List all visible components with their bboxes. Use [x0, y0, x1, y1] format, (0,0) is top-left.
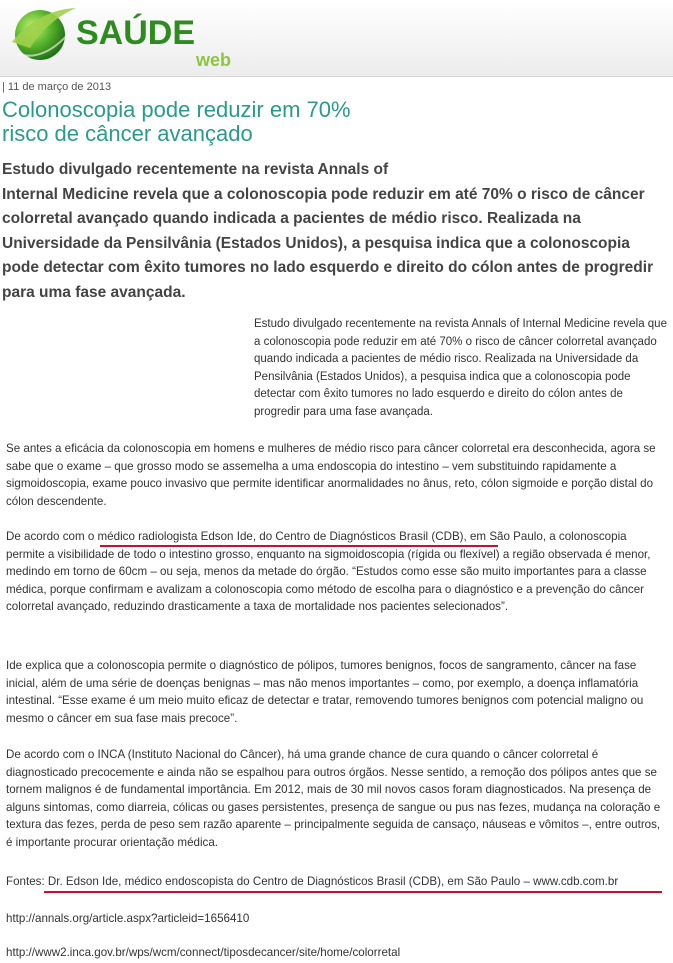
highlighted-source: médico radiologista Edson Ide, do Centro de Diagnósticos Brasil (CDB) — [97, 530, 464, 543]
red-underline-mark — [100, 545, 498, 547]
article-paragraph-2: De acordo com o médico radiologista Edson Ide, do Centro de Diagnósticos Brasil (CDB), em São Paulo, a colonoscopia permite a visibilidade de todo o intestino grosso, enquanto na sigmoidoscopia (rígida ou flexível) a região observada é menor, medindo em torno de 60cm – ou seja, menos da metade do órgão. “Estudos como esse são muito importantes para a classe médica, porque confirmam e avalizam a colonoscopia como método de escolha para o diagnóstico e a prevenção do câncer colorretal avançado, reduzindo drasticamente a taxa de mortalidade nos pacientes selecionados”. — [6, 530, 651, 613]
article-pull-quote: Estudo divulgado recentemente na revista Annals of Internal Medicine revela que a colonoscopia pode reduzir em até 70% o risco de câncer colorretal avançado quando indicada a pacientes de médio risco. Realizada na Universidade da Pensilvânia (Estados Unidos), a pesquisa indica que a colonoscopia pode detectar com êxito tumores no lado esquerdo e direito do cólon antes de progredir para uma fase avançada. — [254, 318, 667, 418]
article-sources: Fontes: Dr. Edson Ide, médico endoscopista do Centro de Diagnósticos Brasil (CDB), em São Paulo – www.cdb.com.br — [6, 875, 619, 888]
source-link-annals[interactable]: http://annals.org/article.aspx?articleid=1656410 — [6, 912, 250, 925]
svg-text:web: web — [196, 50, 232, 70]
source-link-inca[interactable]: http://www2.inca.gov.br/wps/wcm/connect/tiposdecancer/site/home/colorretal — [6, 946, 401, 959]
article-lead: Estudo divulgado recentemente na revista Annals of Internal Medicine revela que a colonoscopia pode reduzir em até 70% o risco de câncer colorretal avançado quando indicada a pacientes de médio risco. Realizada na Universidade da Pensilvânia (Estados Unidos), a pesquisa indica que a colonoscopia pode detectar com êxito tumores no lado esquerdo e direito do cólon antes de progredir para uma fase avançada. — [2, 161, 654, 301]
article-title: Colonoscopia pode reduzir em 70% risco de câncer avançado — [2, 97, 351, 146]
article-paragraph-1: Se antes a eficácia da colonoscopia em homens e mulheres de médio risco para câncer colorretal era desconhecida, agora se sabe que o exame – que grosso modo se assemelha a uma endoscopia do intestino – vem substituindo rapidamente a sigmoidoscopia, exame pouco invasivo que permite identificar anormalidades no ânus, reto, cólon sigmoide e porção distal do cólon descendente. — [6, 442, 656, 508]
article-paragraph-3: Ide explica que a colonoscopia permite o diagnóstico de pólipos, tumores benignos, focos de sangramento, câncer na fase inicial, além de uma série de doenças benignas – mas não menos importantes – como, por exemplo, a doença inflamatória intestinal. “Esse exame é um meio muito eficaz de detectar e tratar, removendo tumores benignos com potencial maligno ou mesmo o câncer em sua fase mais precoce”. — [6, 659, 644, 725]
red-underline-mark-sources — [44, 891, 662, 893]
article-date: | 11 de março de 2013 — [2, 81, 112, 93]
site-header — [0, 0, 673, 77]
svg-text:SAÚDE: SAÚDE — [76, 14, 196, 52]
sources-text: Dr. Edson Ide, médico endoscopista do Centro de Diagnósticos Brasil (CDB), em São Paulo – www.cdb.com.br — [44, 875, 619, 888]
saude-web-logo[interactable] — [8, 2, 248, 74]
article-paragraph-4: De acordo com o INCA (Instituto Nacional do Câncer), há uma grande chance de cura quando o câncer colorretal é diagnosticado precocemente e ainda não se espalhou para outros órgãos. Nesse sentido, a remoção dos pólipos antes que se tornem malignos é de fundamental importância. Em 2012, mais de 30 mil novos casos foram diagnosticados. Na presença de alguns sintomas, como diarreia, cólicas ou gases persistentes, presença de sangue ou pus nas fezes, mudança na coloração e textura das fezes, perda de peso sem razão aparente – principalmente seguida de cansaço, náuseas e vômitos –, entre outros, é importante procurar orientação médica. — [6, 748, 661, 849]
